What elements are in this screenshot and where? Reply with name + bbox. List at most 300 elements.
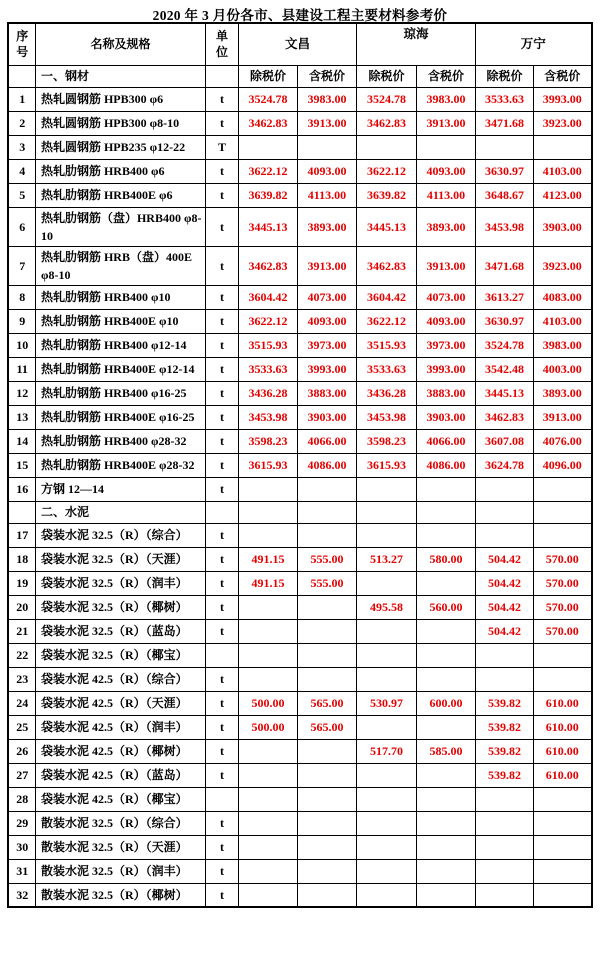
table-header-row [8, 23, 591, 65]
material-name-cell: 方钢 12—14 [35, 477, 205, 501]
unit-cell: t [205, 159, 238, 183]
row-number-cell: 26 [8, 739, 35, 763]
row-number-cell: 17 [8, 523, 35, 547]
price-cell: 3436.28 [356, 381, 416, 405]
price-cell [297, 595, 356, 619]
price-cell [297, 787, 356, 811]
price-cell: 4066.00 [297, 429, 356, 453]
material-name-cell: 袋装水泥 42.5（R）（椰宝） [35, 787, 205, 811]
table-row [8, 159, 591, 183]
material-name-cell: 热轧肋钢筋 HRB400 φ12-14 [35, 333, 205, 357]
unit-cell: t [205, 763, 238, 787]
price-cell [534, 501, 592, 523]
material-name-cell: 热轧肋钢筋 HRB400E φ12-14 [35, 357, 205, 381]
price-cell [297, 643, 356, 667]
material-name-cell: 袋装水泥 42.5（R）（蓝岛） [35, 763, 205, 787]
table-row [8, 787, 591, 811]
price-cell [534, 135, 592, 159]
price-cell [416, 859, 475, 883]
price-cell: 530.97 [356, 691, 416, 715]
price-cell: 3973.00 [416, 333, 475, 357]
price-cell: 560.00 [416, 595, 475, 619]
price-cell: 504.42 [476, 547, 534, 571]
material-name-cell: 热轧肋钢筋（盘）HRB400 φ8-10 [35, 207, 205, 246]
table-row [8, 595, 591, 619]
row-number-cell: 21 [8, 619, 35, 643]
price-cell: 3515.93 [238, 333, 297, 357]
price-cell [356, 811, 416, 835]
price-cell [476, 859, 534, 883]
header-city-wanning: 万宁 [476, 23, 592, 65]
price-cell [416, 523, 475, 547]
section-row [8, 501, 591, 523]
row-number-cell: 32 [8, 883, 35, 907]
price-cell [238, 643, 297, 667]
unit-cell: t [205, 691, 238, 715]
unit-cell: t [205, 309, 238, 333]
row-number-cell: 22 [8, 643, 35, 667]
price-cell: 3445.13 [476, 381, 534, 405]
price-cell: 570.00 [534, 595, 592, 619]
price-cell: 3913.00 [297, 111, 356, 135]
price-cell [356, 135, 416, 159]
price-cell [238, 811, 297, 835]
price-cell [356, 523, 416, 547]
price-cell [356, 501, 416, 523]
price-cell: 3903.00 [534, 207, 592, 246]
price-cell [356, 477, 416, 501]
price-cell [416, 835, 475, 859]
price-cell: 3622.12 [356, 159, 416, 183]
price-cell [476, 667, 534, 691]
material-name-cell: 热轧圆钢筋 HPB300 φ8-10 [35, 111, 205, 135]
table-row [8, 111, 591, 135]
table-row [8, 547, 591, 571]
price-cell: 539.82 [476, 739, 534, 763]
price-cell [476, 501, 534, 523]
row-number-cell: 8 [8, 285, 35, 309]
unit-cell [205, 65, 238, 87]
price-cell [238, 667, 297, 691]
unit-cell: t [205, 429, 238, 453]
price-cell: 610.00 [534, 763, 592, 787]
unit-cell: t [205, 667, 238, 691]
price-cell [534, 811, 592, 835]
unit-cell: t [205, 111, 238, 135]
row-number-cell: 10 [8, 333, 35, 357]
price-cell: 570.00 [534, 571, 592, 595]
price-cell: 3471.68 [476, 246, 534, 285]
price-cell [238, 619, 297, 643]
table-row [8, 453, 591, 477]
unit-cell: t [205, 381, 238, 405]
price-cell: 3983.00 [297, 87, 356, 111]
table-row [8, 859, 591, 883]
material-name-cell: 袋装水泥 32.5（R）（综合） [35, 523, 205, 547]
unit-cell: T [205, 135, 238, 159]
table-row [8, 309, 591, 333]
price-cell: 565.00 [297, 691, 356, 715]
price-cell [238, 595, 297, 619]
price-cell [238, 477, 297, 501]
price-cell [476, 835, 534, 859]
price-cell [476, 135, 534, 159]
price-cell: 3533.63 [356, 357, 416, 381]
price-cell: 3993.00 [534, 87, 592, 111]
table-body [8, 87, 591, 907]
price-cell: 3973.00 [297, 333, 356, 357]
price-cell: 3604.42 [238, 285, 297, 309]
material-name-cell: 袋装水泥 42.5（R）（椰树） [35, 739, 205, 763]
row-number-cell: 5 [8, 183, 35, 207]
table-row [8, 135, 591, 159]
row-number-cell: 28 [8, 787, 35, 811]
table-row [8, 715, 591, 739]
table-row [8, 429, 591, 453]
header-name: 名称及规格 [35, 23, 205, 65]
section-label-steel: 一、钢材 [35, 65, 205, 87]
seq-cell [8, 65, 35, 87]
unit-cell: t [205, 547, 238, 571]
price-cell [416, 883, 475, 907]
table-row [8, 285, 591, 309]
price-cell: 539.82 [476, 691, 534, 715]
price-cell [356, 643, 416, 667]
price-cell: 610.00 [534, 691, 592, 715]
unit-cell: t [205, 246, 238, 285]
row-number-cell: 12 [8, 381, 35, 405]
price-cell: 3903.00 [297, 405, 356, 429]
table-row [8, 246, 591, 285]
price-cell [534, 523, 592, 547]
row-number-cell: 31 [8, 859, 35, 883]
header-seq [8, 23, 35, 65]
price-cell: 610.00 [534, 715, 592, 739]
price-cell [476, 477, 534, 501]
unit-cell: t [205, 739, 238, 763]
material-name-cell: 袋装水泥 42.5（R）（润丰） [35, 715, 205, 739]
price-cell [534, 477, 592, 501]
unit-cell: t [205, 285, 238, 309]
price-cell [356, 835, 416, 859]
page-title: 2020 年 3 月份各市、县建设工程主要材料参考价 [152, 8, 448, 23]
price-cell [416, 787, 475, 811]
material-name-cell: 热轧圆钢筋 HPB300 φ6 [35, 87, 205, 111]
material-name-cell: 散装水泥 32.5（R）（润丰） [35, 859, 205, 883]
row-number-cell: 7 [8, 246, 35, 285]
price-type-label: 除税价 [476, 65, 534, 87]
material-name-cell: 热轧肋钢筋 HRB400E φ6 [35, 183, 205, 207]
price-cell: 3445.13 [356, 207, 416, 246]
price-cell: 3533.63 [238, 357, 297, 381]
material-name-cell: 热轧肋钢筋 HRB400E φ16-25 [35, 405, 205, 429]
price-cell [297, 135, 356, 159]
price-cell [416, 501, 475, 523]
row-number-cell: 11 [8, 357, 35, 381]
price-cell: 3893.00 [534, 381, 592, 405]
price-cell [534, 883, 592, 907]
row-number-cell: 6 [8, 207, 35, 246]
unit-cell: t [205, 453, 238, 477]
material-name-cell: 袋装水泥 32.5（R）（润丰） [35, 571, 205, 595]
table-row [8, 571, 591, 595]
price-cell: 539.82 [476, 763, 534, 787]
row-number-cell: 14 [8, 429, 35, 453]
table-row [8, 333, 591, 357]
price-cell: 4103.00 [534, 159, 592, 183]
price-cell: 3598.23 [238, 429, 297, 453]
price-cell [297, 835, 356, 859]
price-cell [297, 477, 356, 501]
unit-cell: t [205, 477, 238, 501]
price-cell [238, 523, 297, 547]
table-row [8, 207, 591, 246]
price-cell: 504.42 [476, 571, 534, 595]
material-name-cell: 袋装水泥 32.5（R）（蓝岛） [35, 619, 205, 643]
price-cell: 3607.08 [476, 429, 534, 453]
table-row [8, 619, 591, 643]
price-cell [238, 787, 297, 811]
price-cell: 4086.00 [416, 453, 475, 477]
price-cell: 3462.83 [238, 246, 297, 285]
price-cell: 3630.97 [476, 309, 534, 333]
price-cell [297, 523, 356, 547]
table-row [8, 811, 591, 835]
price-cell [356, 571, 416, 595]
price-type-label: 除税价 [238, 65, 297, 87]
table-row [8, 357, 591, 381]
header-seq-label: 序号 [16, 29, 29, 60]
price-cell: 4073.00 [297, 285, 356, 309]
price-cell: 3624.78 [476, 453, 534, 477]
price-cell: 3983.00 [416, 87, 475, 111]
price-cell [416, 477, 475, 501]
price-cell [534, 643, 592, 667]
material-name-cell: 袋装水泥 42.5（R）（综合） [35, 667, 205, 691]
price-cell: 3515.93 [356, 333, 416, 357]
price-cell [297, 811, 356, 835]
price-cell: 580.00 [416, 547, 475, 571]
price-cell: 3453.98 [356, 405, 416, 429]
price-cell: 3893.00 [297, 207, 356, 246]
price-cell: 3648.67 [476, 183, 534, 207]
price-cell [356, 667, 416, 691]
table-row [8, 87, 591, 111]
price-cell: 3615.93 [238, 453, 297, 477]
price-cell: 600.00 [416, 691, 475, 715]
price-cell [297, 501, 356, 523]
material-name-cell: 袋装水泥 32.5（R）（椰树） [35, 595, 205, 619]
price-cell [356, 787, 416, 811]
price-cell: 3883.00 [416, 381, 475, 405]
price-cell [297, 859, 356, 883]
price-type-label: 除税价 [356, 65, 416, 87]
material-name-cell: 热轧肋钢筋 HRB400 φ28-32 [35, 429, 205, 453]
price-cell: 504.42 [476, 619, 534, 643]
row-number-cell: 13 [8, 405, 35, 429]
price-cell: 500.00 [238, 691, 297, 715]
price-cell: 517.70 [356, 739, 416, 763]
price-cell: 4086.00 [297, 453, 356, 477]
header-city-wenchang: 文昌 [238, 23, 356, 65]
price-cell: 3471.68 [476, 111, 534, 135]
row-number-cell: 1 [8, 87, 35, 111]
price-cell: 3524.78 [476, 333, 534, 357]
price-cell: 3445.13 [238, 207, 297, 246]
price-cell: 3604.42 [356, 285, 416, 309]
unit-cell: t [205, 811, 238, 835]
price-cell: 4076.00 [534, 429, 592, 453]
material-name-cell: 热轧肋钢筋 HRB400 φ6 [35, 159, 205, 183]
price-cell: 3462.83 [476, 405, 534, 429]
price-cell: 585.00 [416, 739, 475, 763]
price-cell: 3462.83 [356, 246, 416, 285]
price-cell: 3993.00 [297, 357, 356, 381]
price-cell: 4073.00 [416, 285, 475, 309]
price-cell: 4113.00 [416, 183, 475, 207]
price-type-label: 含税价 [297, 65, 356, 87]
price-cell: 3533.63 [476, 87, 534, 111]
price-cell: 3598.23 [356, 429, 416, 453]
price-cell: 500.00 [238, 715, 297, 739]
price-cell: 3462.83 [356, 111, 416, 135]
unit-cell: t [205, 859, 238, 883]
row-number-cell: 18 [8, 547, 35, 571]
row-number-cell: 27 [8, 763, 35, 787]
price-cell: 3462.83 [238, 111, 297, 135]
unit-cell: t [205, 571, 238, 595]
table-row [8, 667, 591, 691]
price-cell: 3903.00 [416, 405, 475, 429]
table-row [8, 477, 591, 501]
price-cell: 3913.00 [534, 405, 592, 429]
material-name-cell: 热轧肋钢筋 HRB400 φ10 [35, 285, 205, 309]
material-name-cell: 散装水泥 32.5（R）（椰树） [35, 883, 205, 907]
price-cell: 3913.00 [416, 111, 475, 135]
price-cell: 3913.00 [297, 246, 356, 285]
material-name-cell: 散装水泥 32.5（R）（天涯） [35, 835, 205, 859]
price-cell: 3622.12 [238, 159, 297, 183]
unit-cell: t [205, 883, 238, 907]
price-cell: 555.00 [297, 571, 356, 595]
price-cell [534, 667, 592, 691]
table-row [8, 405, 591, 429]
price-cell [476, 883, 534, 907]
table-row [8, 643, 591, 667]
price-cell: 3639.82 [238, 183, 297, 207]
price-cell: 4093.00 [416, 159, 475, 183]
price-cell: 3453.98 [476, 207, 534, 246]
unit-cell: t [205, 183, 238, 207]
price-cell: 504.42 [476, 595, 534, 619]
unit-cell: t [205, 715, 238, 739]
material-name-cell: 热轧肋钢筋 HRB400E φ28-32 [35, 453, 205, 477]
price-cell [476, 787, 534, 811]
price-cell [238, 739, 297, 763]
price-cell [297, 739, 356, 763]
price-cell: 513.27 [356, 547, 416, 571]
unit-cell: t [205, 357, 238, 381]
subheader-row [8, 65, 591, 87]
price-cell [297, 619, 356, 643]
row-number-cell: 20 [8, 595, 35, 619]
price-cell: 3983.00 [534, 333, 592, 357]
table-row [8, 381, 591, 405]
material-name-cell: 热轧圆钢筋 HPB235 φ12-22 [35, 135, 205, 159]
price-cell: 3913.00 [416, 246, 475, 285]
table-row [8, 523, 591, 547]
price-cell [534, 787, 592, 811]
header-city-qionghai: 琼海 [356, 23, 475, 65]
price-cell [238, 501, 297, 523]
price-cell [238, 763, 297, 787]
price-cell: 3622.12 [238, 309, 297, 333]
table-row [8, 763, 591, 787]
table-row [8, 883, 591, 907]
price-cell: 3453.98 [238, 405, 297, 429]
section-label-cement: 二、水泥 [35, 501, 205, 523]
price-cell [356, 715, 416, 739]
table-row [8, 183, 591, 207]
price-cell [238, 135, 297, 159]
row-number-cell: 23 [8, 667, 35, 691]
unit-cell: t [205, 595, 238, 619]
materials-price-table [7, 22, 592, 908]
price-cell: 3893.00 [416, 207, 475, 246]
price-cell: 4093.00 [416, 309, 475, 333]
price-cell [356, 883, 416, 907]
table-row [8, 691, 591, 715]
price-cell: 3883.00 [297, 381, 356, 405]
price-cell: 3639.82 [356, 183, 416, 207]
row-number-cell: 15 [8, 453, 35, 477]
price-cell: 610.00 [534, 739, 592, 763]
unit-cell: t [205, 619, 238, 643]
price-cell: 3436.28 [238, 381, 297, 405]
row-number-cell: 24 [8, 691, 35, 715]
price-cell [534, 859, 592, 883]
price-cell [416, 811, 475, 835]
unit-cell [205, 787, 238, 811]
price-cell: 565.00 [297, 715, 356, 739]
price-cell: 4123.00 [534, 183, 592, 207]
seq-cell [8, 501, 35, 523]
price-cell: 4093.00 [297, 309, 356, 333]
price-cell: 3613.27 [476, 285, 534, 309]
row-number-cell: 2 [8, 111, 35, 135]
price-cell [476, 523, 534, 547]
unit-cell: t [205, 207, 238, 246]
material-name-cell: 热轧肋钢筋 HRB（盘）400E φ8-10 [35, 246, 205, 285]
unit-cell: t [205, 835, 238, 859]
price-cell: 491.15 [238, 571, 297, 595]
price-cell [356, 619, 416, 643]
price-cell [297, 667, 356, 691]
unit-cell: t [205, 523, 238, 547]
row-number-cell: 29 [8, 811, 35, 835]
price-cell: 539.82 [476, 715, 534, 739]
price-cell: 3524.78 [356, 87, 416, 111]
price-cell: 555.00 [297, 547, 356, 571]
price-cell [416, 643, 475, 667]
price-cell [416, 571, 475, 595]
price-cell: 3923.00 [534, 246, 592, 285]
material-name-cell: 袋装水泥 42.5（R）（天涯） [35, 691, 205, 715]
price-cell: 3524.78 [238, 87, 297, 111]
price-cell [356, 763, 416, 787]
material-name-cell: 袋装水泥 32.5（R）（天涯） [35, 547, 205, 571]
price-cell: 495.58 [356, 595, 416, 619]
